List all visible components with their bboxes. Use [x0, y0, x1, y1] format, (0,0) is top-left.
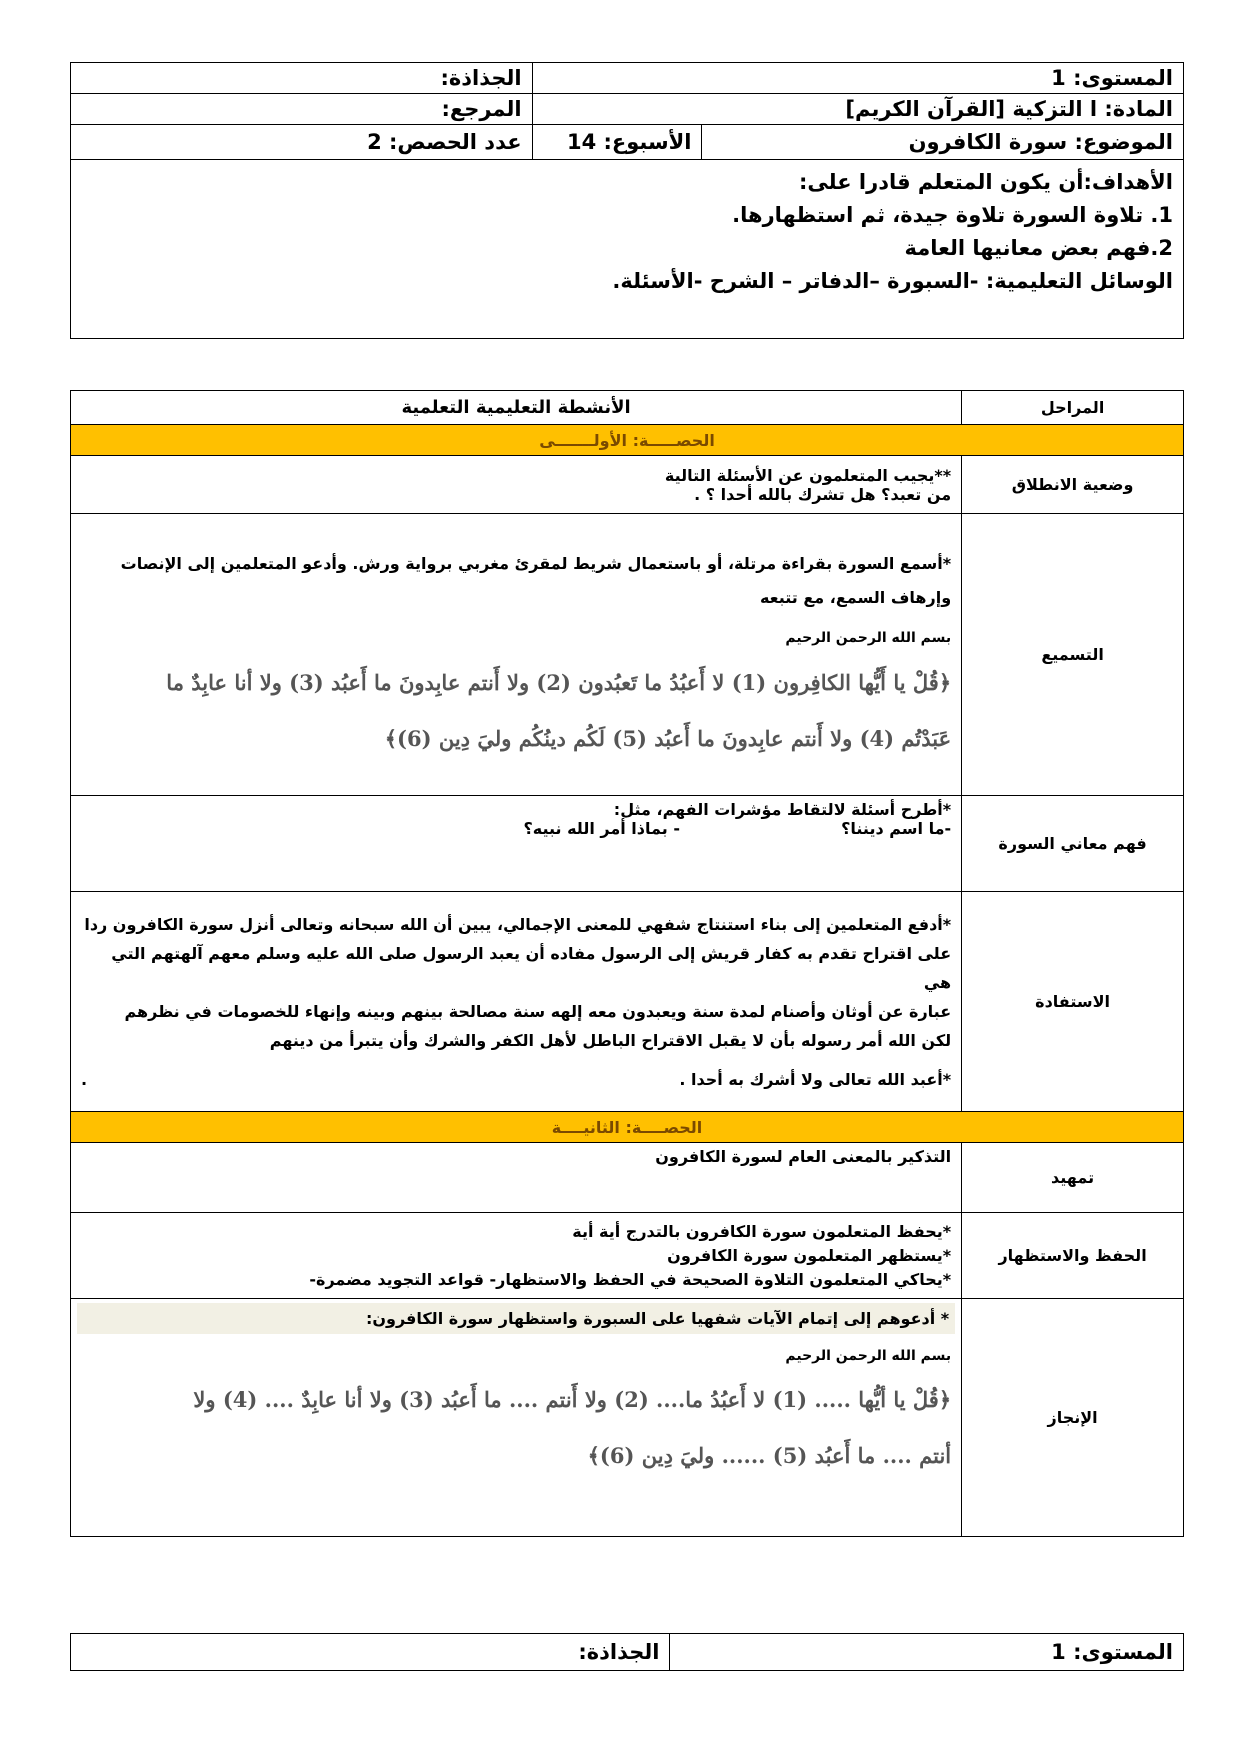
- memorization-line-2: *يستظهر المتعلمون سورة الكافرون: [667, 1245, 952, 1265]
- objective-1: 1. تلاوة السورة تلاوة جيدة، ثم استظهارها.: [732, 203, 1173, 227]
- benefit-line-5: *أعبد الله تعالى ولا أشرك به أحدا .: [679, 1069, 952, 1089]
- stage-achievement: الإنجاز: [962, 1299, 1184, 1537]
- preparation-line-1: التذكير بالمعنى العام لسورة الكافرون: [655, 1147, 952, 1166]
- benefit-line-3: عبارة عن أوثان وأصنام لمدة سنة ويعبدون معه إلهه سنة مصالحة بينهم وبينه وإنهاء للخصومات في نظرهم: [124, 1001, 952, 1021]
- objective-2: 2.فهم بعض معانيها العامة: [904, 236, 1173, 260]
- understanding-line-1: *أطرح أسئلة لالتقاط مؤشرات الفهم، مثل:: [613, 800, 952, 819]
- footer-jadhadha-cell: الجذاذة:: [71, 1634, 670, 1671]
- listening-verse-2: عَبَدْتُم (4) ولا أَنتم عابِدونَ ما أَعبُد (5) لَكُم دينُكُم وليَ دِين (6)﴾: [384, 725, 952, 751]
- benefit-line-1: *أدفع المتعلمين إلى بناء استنتاج شفهي للمعنى الإجمالي، يبين أن الله سبحانه وتعالى أنزل سورة الكافرون ردا: [84, 914, 952, 934]
- session-2-banner: الحصــــة: الثانيــــة: [71, 1112, 1184, 1143]
- session-1-banner: الحصـــــة: الأولـــــــى: [71, 425, 1184, 456]
- activities-table: [70, 390, 1184, 1537]
- listening-basmala: بسم الله الرحمن الرحيم: [785, 629, 952, 646]
- week-cell: الأسبوع: 14: [532, 125, 702, 160]
- listening-verse-1: ﴿قُلْ يا أَيُّها الكافِرون (1) لا أَعبُدُ ما تَعبُدون (2) ولا أَنتم عابِدونَ ما أَعبُد (3) ولا أنا عابِدٌ ما: [166, 669, 952, 695]
- stage-listening: التسميع: [962, 514, 1184, 796]
- objectives-title: الأهداف:أن يكون المتعلم قادرا على:: [799, 170, 1173, 194]
- achievement-content: [71, 1299, 962, 1537]
- intro-line-1: **يجيب المتعلمون عن الأسئلة التالية: [664, 465, 952, 485]
- benefit-line-4: لكن الله أمر رسوله بأن لا يقبل الاقتراح الباطل لأهل الكفر والشرك وأن يتبرأ من دينهم: [269, 1030, 952, 1050]
- preparation-content: [71, 1143, 962, 1213]
- listening-line-1: *أسمع السورة بقراءة مرتلة، أو باستعمال شريط لمقرئ مغربي برواية ورش. وأدعو المتعلمين إلى الإنصات وإرهاف السمع، مع تتبعه: [120, 553, 952, 607]
- jadhadha-cell: الجذاذة:: [71, 63, 533, 94]
- benefit-content: [71, 892, 962, 1112]
- understanding-question-2: - بماذا أمر الله نبيه؟: [523, 819, 680, 838]
- understanding-question-1: -ما اسم ديننا؟: [841, 819, 952, 838]
- benefit-line-2: على اقتراح تقدم به كفار قريش إلى الرسول مفاده أن يعبد الرسول صلى الله عليه وسلم معهم آلهتهم التي هي: [111, 943, 952, 992]
- understanding-questions: [81, 819, 951, 838]
- teaching-means: الوسائل التعليمية: -السبورة –الدفاتر – الشرح -الأسئلة.: [612, 269, 1173, 293]
- lesson-header-table: [70, 62, 1184, 339]
- stage-intro: وضعية الانطلاق: [962, 456, 1184, 514]
- listening-content: [71, 514, 962, 796]
- achievement-line-1: * أدعوهم إلى إتمام الآيات شفهيا على السبورة واستظهار سورة الكافرون:: [77, 1303, 955, 1334]
- next-lesson-header-table: [70, 1633, 1184, 1671]
- understanding-content: [71, 796, 962, 892]
- memorization-content: [71, 1213, 962, 1299]
- stage-benefit: الاستفادة: [962, 892, 1184, 1112]
- memorization-line-3: *يحاكي المتعلمون التلاوة الصحيحة في الحفظ والاستظهار- قواعد التجويد مضمرة-: [309, 1269, 952, 1289]
- reference-cell: المرجع:: [71, 94, 533, 125]
- achievement-verse-1: ﴿قُلْ يا أيُّها ..... (1) لا أَعبُدُ ما.... (2) ولا أَنتم .... ما أَعبُد (3) ولا أنا عابِدٌ .... (4) ولا: [193, 1387, 952, 1412]
- col-header-stages: المراحل: [962, 391, 1184, 425]
- objectives-cell: [71, 160, 1184, 339]
- memorization-line-1: *يحفظ المتعلمون سورة الكافرون بالتدرج أية أية: [572, 1221, 952, 1241]
- stage-understanding: فهم معاني السورة: [962, 796, 1184, 892]
- intro-line-2: من تعبد؟ هل تشرك بالله أحدا ؟ .: [694, 484, 952, 504]
- sessions-count-cell: عدد الحصص: 2: [71, 125, 533, 160]
- footer-level-cell: المستوى: 1: [670, 1634, 1184, 1671]
- col-header-activities: الأنشطة التعليمية التعلمية: [71, 391, 962, 425]
- stage-memorization: الحفظ والاستظهار: [962, 1213, 1184, 1299]
- topic-cell: الموضوع: سورة الكافرون: [702, 125, 1184, 160]
- level-cell: المستوى: 1: [532, 63, 1183, 94]
- achievement-verse-2: أنتم .... ما أَعبُد (5) ...... وليَ دِين (6)﴾: [587, 1443, 952, 1468]
- benefit-line-5-row: [81, 1065, 951, 1094]
- achievement-basmala: بسم الله الرحمن الرحيم: [785, 1348, 952, 1364]
- stage-preparation: تمهيد: [962, 1143, 1184, 1213]
- intro-content: [71, 456, 962, 514]
- subject-cell: المادة: ا التزكية [القرآن الكريم]: [532, 94, 1183, 125]
- benefit-dot: .: [81, 1069, 88, 1089]
